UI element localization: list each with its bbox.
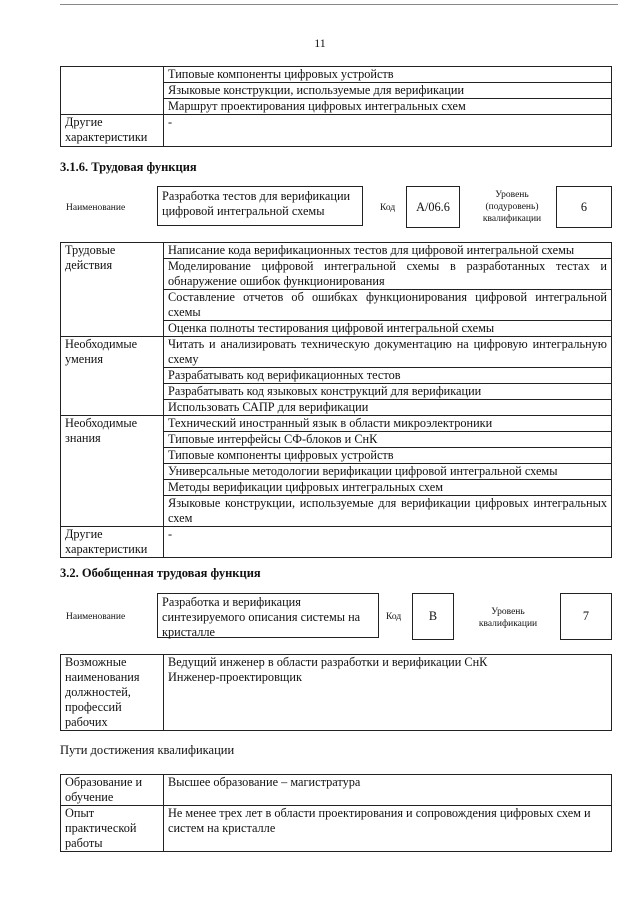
table-row: Маршрут проектирования цифровых интегральных схем [164,99,612,115]
table-row: - [164,115,612,147]
function-name-box: Разработка тестов для верификации цифровой интегральной схемы [157,186,363,226]
code-label: Код [380,203,396,213]
positions-cell [164,655,612,731]
table-row: Типовые компоненты цифровых устройств [164,448,612,464]
row-label: Необходимые умения [61,337,164,416]
table-row: Составление отчетов об ошибках функционирования цифровой интегральной схемы [164,290,612,321]
table-row: Методы верификации цифровых интегральных схем [164,480,612,496]
code-box: A/06.6 [406,186,460,228]
level-box: 6 [556,186,612,228]
code-box: B [412,593,454,640]
page-number: 11 [314,36,326,50]
row-label: Необходимые знания [61,416,164,527]
level-box: 7 [560,593,612,640]
code-label: Код [386,612,402,622]
table-row: Языковые конструкции, используемые для верификации цифровых интегральных схем [164,496,612,527]
list-item: Инженер-проектировщик [168,670,302,684]
row-label: Трудовые действия [61,243,164,337]
positions-table [60,654,612,731]
row-label: Возможные наименования должностей, профессий рабочих [61,655,164,731]
table-row: Моделирование цифровой интегральной схемы в разработанных тестах и обнаружение ошибок функционирования [164,259,612,290]
table-row: Технический иностранный язык в области микроэлектроники [164,416,612,432]
table-row: Высшее образование – магистратура [164,775,612,806]
name-label: Наименование [66,612,126,622]
row-label: Опыт практической работы [61,806,164,852]
level-label: Уровень (подуровень) квалификации [482,190,542,224]
table-row: Не менее трех лет в области проектирования и сопровождения цифровых схем и систем на кристалле [164,806,612,852]
table-row: Разрабатывать код языковых конструкций для верификации [164,384,612,400]
labor-function-table [60,242,612,558]
level-label: Уровень квалификации [478,607,538,629]
function-name-box: Разработка и верификация синтезируемого описания системы на кристалле [157,593,379,638]
row-label: Образование и обучение [61,775,164,806]
top-rule [60,4,618,5]
row-label: Другие характеристики [61,527,164,558]
list-item: Ведущий инженер в области разработки и верификации СнК [168,655,488,669]
table-row: Универсальные методологии верификации цифровой интегральной схемы [164,464,612,480]
table-row: Оценка полноты тестирования цифровой интегральной схемы [164,321,612,337]
table-row: Читать и анализировать техническую документацию на цифровую интегральную схему [164,337,612,368]
table-row: - [164,527,612,558]
subsection-title: Пути достижения квалификации [60,743,235,757]
table-row: Типовые интерфейсы СФ-блоков и СнК [164,432,612,448]
continuation-table [60,66,612,147]
section-title: 3.1.6. Трудовая функция [60,160,197,174]
table-row: Написание кода верификационных тестов для цифровой интегральной схемы [164,243,612,259]
qualification-paths-table [60,774,612,852]
section-title: 3.2. Обобщенная трудовая функция [60,566,261,580]
table-row: Использовать САПР для верификации [164,400,612,416]
row-label: Другие характеристики [61,115,164,147]
table-row: Разрабатывать код верификационных тестов [164,368,612,384]
name-label: Наименование [66,203,126,213]
table-row: Языковые конструкции, используемые для верификации [164,83,612,99]
empty-label-cell [61,67,164,115]
table-row: Типовые компоненты цифровых устройств [164,67,612,83]
